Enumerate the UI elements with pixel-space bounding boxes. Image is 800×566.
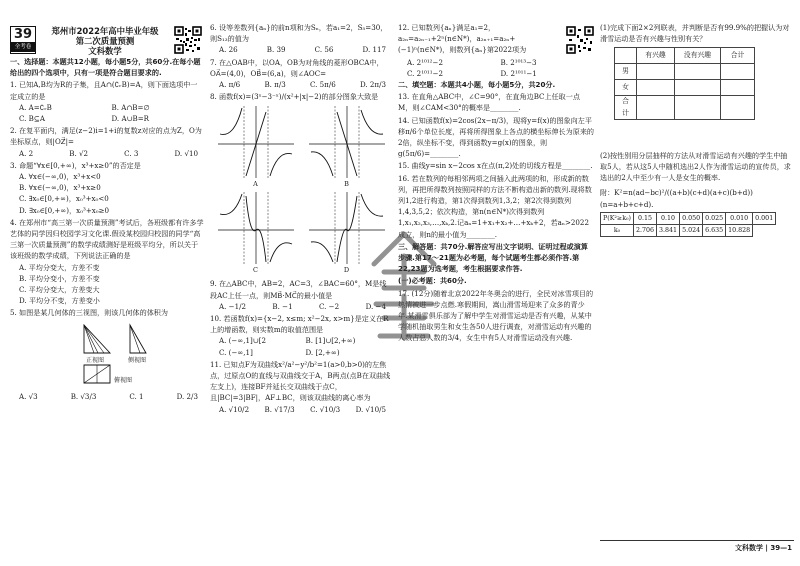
contingency-header-interest: 有兴趣 xyxy=(637,48,675,64)
qr-code-small-icon xyxy=(566,26,594,54)
table-cell xyxy=(637,80,675,96)
q1-option-a: A. A=∁ᵣB xyxy=(19,102,52,112)
question-4-stem: 4. 在郑州市“高三第一次质量预测”考试后，各班级都有许多学艺体的同学因归校园学习文化课.假设某校园归校园的同学“高三第一次质量预测”的数学成绩测好是班级平均分，所以关于该班级的数学成绩，下列说法正确的是 xyxy=(10,217,204,261)
q6-option-b: B. 39 xyxy=(266,45,286,55)
table-cell: k₀ xyxy=(601,225,634,237)
table-cell xyxy=(721,64,755,80)
q2-option-c: C. 3 xyxy=(124,148,139,158)
q6-option-d: D. 117 xyxy=(362,45,386,55)
q5-option-b: B. √3/3 xyxy=(70,391,97,401)
question-6-stem: 6. 设等差数列{aₙ}的前n项和为Sₙ，若a₁=2，S₅=30，则S₁₃的值为 xyxy=(210,23,388,44)
contingency-table xyxy=(614,47,755,119)
q1-option-d: D. A∪B=R xyxy=(111,114,150,124)
q12-option-b: B. 2¹⁰¹³−3 xyxy=(500,57,537,67)
graph-option-c xyxy=(216,190,296,276)
graph-b-label: B xyxy=(344,180,349,189)
question-9-stem: 9. 在△ABC中，AB=2，AC=3，∠BAC=60°，M是线段AC上任一点，则MB⃗·MC⃗的最小值是 xyxy=(210,279,387,300)
exam-title-line3: 文科数学 xyxy=(88,46,122,56)
q5-option-c: C. 1 xyxy=(129,391,144,401)
table-cell xyxy=(675,64,721,80)
table-cell xyxy=(675,80,721,96)
question-2-stem: 2. 在复平面内，满足(z−2)i=1+i的复数z对应的点为Z，O为坐标原点，则|OZ⃗|= xyxy=(10,126,202,147)
q7-option-b: B. π/3 xyxy=(264,80,286,90)
contingency-header-no-interest: 没有兴趣 xyxy=(675,48,721,64)
question-1-options xyxy=(10,102,204,124)
q9-option-a: A. −1/2 xyxy=(219,301,246,311)
column-4 xyxy=(600,22,794,237)
contingency-header-blank xyxy=(615,48,637,64)
question-10-options xyxy=(210,335,392,357)
q1-option-b: B. A∩B=∅ xyxy=(111,102,150,112)
question-1 xyxy=(10,79,204,124)
column-3 xyxy=(398,22,594,345)
q4-option-a: A. 平均分变大，方差不变 xyxy=(19,262,100,272)
question-15: 15. 曲线y=sin x−2cos x在点(π,2)处的切线方程是________. xyxy=(398,161,593,171)
q4-option-b: B. 平均分变小，方差不变 xyxy=(19,273,100,283)
graph-b-plot xyxy=(307,104,387,180)
section-answer-title: 三、解答题：共70分.解答应写出文字说明、证明过程或演算步骤.第17～21题为必考题，每个试题考生都必须作答.第22,23题为选考题，考生根据要求作答. xyxy=(398,241,588,274)
contingency-row-total xyxy=(615,96,755,119)
graph-d-label: D xyxy=(343,266,350,275)
q11-option-b: B. √17/3 xyxy=(264,404,295,414)
question-10-stem: 10. 若函数f(x)={x−2, x≤m; x²−2x, x>m}是定义在R上的增函数，则实数m的取值范围是 xyxy=(210,314,389,335)
question-5-options xyxy=(10,391,204,402)
question-11-stem: 11. 已知点F为双曲线x²/a²−y²/b²=1(a>0,b>0)的左焦点，过原点O的直线与双曲线交于A，B两点(点B在双曲线左支上)，连接BF并延长交双曲线于点C，且|BC|=3|BF|，AF⊥BC，则该双曲线的离心率为 xyxy=(210,359,391,403)
contingency-row-label: 女 xyxy=(615,80,637,96)
table-cell: 5.024 xyxy=(680,225,703,237)
table-cell: 0.010 xyxy=(726,212,753,224)
q17-part1: (1)完成下面2×2列联表，并判断是否有99.9%的把握认为对滑雪运动是否有兴趣与性别有关？ xyxy=(600,23,790,44)
q7-option-d: D. 2π/3 xyxy=(359,80,386,90)
question-7-options xyxy=(210,79,392,90)
table-cell: P(K²≥k₀) xyxy=(601,212,634,224)
q1-option-c: C. B⊆A xyxy=(19,114,45,124)
page-footer: 文科数学 | 39—1 xyxy=(734,544,792,552)
k-squared-formula: 附：K²=n(ad−bc)²/((a+b)(c+d)(a+c)(b+d))(n=a+b+c+d). xyxy=(600,188,753,209)
graph-c-plot xyxy=(216,190,296,266)
table-cell: 3.841 xyxy=(657,225,680,237)
table-cell: 6.635 xyxy=(703,225,726,237)
q9-option-c: C. −2 xyxy=(319,301,340,311)
q2-option-a: A. 2 xyxy=(19,148,34,158)
question-8-stem: 8. 函数f(x)=(3ˣ−3⁻ˣ)/(x²+|x|−2)的部分图象大致是 xyxy=(210,92,379,102)
q2-option-d: D. √10 xyxy=(174,148,198,158)
question-8 xyxy=(210,91,392,276)
graph-option-a xyxy=(216,104,296,190)
q6-option-c: C. 56 xyxy=(314,45,334,55)
q17-part2: (2)按性别用分层抽样的方法从对滑雪运动有兴趣的学生中抽取5人，若从这5人中随机选出2人作为滑雪运动的宣传员，求选出的2人中至少有一人是女生的概率. xyxy=(600,150,791,183)
table-cell xyxy=(675,96,721,119)
table-cell: 0.001 xyxy=(753,212,776,224)
section-fill-title: 二、填空题：本题共4小题，每小题5分，共20分. xyxy=(398,80,556,90)
question-12-options xyxy=(398,57,594,79)
three-view-figure xyxy=(10,321,204,389)
critical-value-table xyxy=(600,212,776,237)
q5-option-d: D. 2/3 xyxy=(176,391,198,401)
table-cell: 10.828 xyxy=(726,225,753,237)
q7-option-a: A. π/6 xyxy=(219,80,241,90)
q12-option-c: C. 2¹⁰¹¹−2 xyxy=(407,68,444,78)
question-1-stem: 1. 已知A,B均为R的子集，且A∩(∁ᵣB)=A，则下面选项中一定成立的是 xyxy=(10,80,198,101)
q10-option-a: A. (−∞,1]∪[2 xyxy=(219,336,267,346)
question-2-options xyxy=(10,148,204,159)
q5-option-a: A. √3 xyxy=(19,391,38,401)
contingency-row-label: 男 xyxy=(615,64,637,80)
question-10 xyxy=(210,313,392,358)
column-2 xyxy=(210,22,392,416)
question-6 xyxy=(210,22,392,56)
qr-code-icon xyxy=(174,26,202,54)
table-cell: 0.10 xyxy=(657,212,680,224)
contingency-row-label: 合计 xyxy=(615,96,637,119)
top-view-label: 俯视图 xyxy=(114,376,133,384)
q4-option-d: D. 平均分不变，方差变小 xyxy=(19,296,100,306)
question-3 xyxy=(10,160,204,216)
graph-option-d xyxy=(307,190,387,276)
graph-a-plot xyxy=(216,104,296,180)
table-cell xyxy=(721,80,755,96)
q4-option-c: C. 平均分变大，方差变大 xyxy=(19,285,100,295)
q12-option-d: D. 2¹⁰¹¹−1 xyxy=(500,68,537,78)
table-cell xyxy=(637,96,675,119)
q3-option-d: D. ∃x₀∈[0,+∞)，x₀³+x₀≥0 xyxy=(19,205,110,215)
question-4 xyxy=(10,217,204,307)
graph-a-label: A xyxy=(253,180,258,189)
table-cell: 0.050 xyxy=(680,212,703,224)
section-choice-title: 一、选择题：本题共12小题，每小题5分，共60分.在每小题给出的四个选项中，只有一项是符合题目要求的. xyxy=(10,57,201,78)
subsection-required-title: (一)必考题：共60分. xyxy=(398,276,467,286)
badge-number: 39 xyxy=(13,27,33,42)
q12-option-a: A. 2¹⁰¹²−2 xyxy=(407,57,443,67)
q3-option-c: C. ∃x₀∈[0,+∞)，x₀³+x₀<0 xyxy=(19,194,109,204)
question-9-options xyxy=(210,301,392,312)
column-1 xyxy=(10,56,204,403)
contingency-header-total: 合计 xyxy=(721,48,755,64)
q11-option-c: C. √10/3 xyxy=(310,404,341,414)
question-12-stem: 12. 已知数列{aₙ}满足a₁=2，a₂ₙ=a₂ₙ₋₁+2ⁿ(n∈N*)，a₂ₙ₊₁=a₂ₙ+(−1)ⁿ(n∈N*)，则数列{aₙ}第2022项为 xyxy=(398,23,527,55)
critical-probability-row xyxy=(601,212,776,224)
contingency-row-female xyxy=(615,80,755,96)
question-16: 16. 若在数列的每相邻两项之间插入此两项的和，形成新的数列，再把所得数列按照同样的方法不断构造出新的数列.现将数列1,2进行构造，第1次得到数列1,3,2；第2次得到数列1,4,3,5,2；依次构造，第n(n∈N*)次得到数列1,x₁,x₂,x₃,…,xₖ,2.记aₙ=1+x₁+x₂+…+xₖ+2，若aₙ>2022成立，则n的最小值为________. xyxy=(398,173,592,239)
question-2 xyxy=(10,125,204,159)
graph-option-b xyxy=(307,104,387,190)
exam-title-line1: 郑州市2022年高中毕业年级 xyxy=(51,26,159,36)
question-3-stem: 3. 命题“∀x∈[0,+∞)，x³+x≥0”的否定是 xyxy=(10,160,141,170)
question-7-stem: 7. 在△OAB中，以OA，OB为对角线的菱形OBCA中，OA⃗=(4,0)，OB⃗=(6,a)，则∠AOC= xyxy=(210,57,384,78)
question-12 xyxy=(398,22,594,56)
question-14: 14. 已知函数f(x)=2cos(2x−π/3)，现将y=f(x)的图象向左平移π/6个单位长度，再将所得图象上各点的横坐标伸长为原来的2倍，纵坐标不变，得到函数y=g(x)的图象，则g(5π/6)=________. xyxy=(398,115,595,159)
table-cell: 0.15 xyxy=(634,212,657,224)
footer-rule xyxy=(600,540,794,541)
q2-option-b: B. √2 xyxy=(69,148,89,158)
question-13: 13. 在直角△ABC中，∠C=90°，在直角边BC上任取一点M，则∠CAM<30°的概率是________. xyxy=(398,92,580,113)
contingency-header-row xyxy=(615,48,755,64)
q10-option-c: C. (−∞,1] xyxy=(219,347,253,357)
exam-title-line2: 第二次质量预测 xyxy=(75,36,135,46)
front-view-label: 正视图 xyxy=(86,356,105,364)
graph-d-plot xyxy=(307,190,387,266)
question-9 xyxy=(210,278,392,312)
q3-option-b: B. ∀x∈(−∞,0)，x³+x≥0 xyxy=(19,183,101,193)
function-graph-options xyxy=(210,104,392,276)
table-cell xyxy=(721,96,755,119)
q10-option-d: D. [2,+∞) xyxy=(305,347,340,357)
q11-option-a: A. √10/2 xyxy=(219,404,250,414)
contingency-row-male xyxy=(615,64,755,80)
question-17: 17. (12分)随着北京2022年冬奥会的进行，全民对冰雪项目的热情被进一步点燃.寒假期间，嵩山滑雪场迎来了众多的青少年.某滑雪俱乐部为了解中学生对滑雪运动是否有兴趣，从某中学随机抽取男生和女生各50人进行调查，对滑雪运动有兴趣的人数占总人数的3/4，女生中有5人对滑雪运动没有兴趣. xyxy=(398,288,594,343)
graph-c-label: C xyxy=(253,266,258,275)
exam-number-badge xyxy=(10,26,36,54)
question-11 xyxy=(210,359,392,415)
q10-option-b: B. [1]∪[2,+∞) xyxy=(305,336,356,346)
three-view-drawing xyxy=(10,321,204,389)
exam-titles xyxy=(40,26,170,56)
critical-value-row xyxy=(601,225,776,237)
question-5-stem: 5. 如图是某几何体的三视图，则该几何体的体积为 xyxy=(10,308,168,318)
exam-header xyxy=(10,26,204,56)
table-cell: 2.706 xyxy=(634,225,657,237)
badge-label: 全考卷 xyxy=(11,42,35,52)
q11-option-d: D. √10/5 xyxy=(355,404,386,414)
table-cell: 0.025 xyxy=(703,212,726,224)
q9-option-b: B. −1 xyxy=(272,301,293,311)
question-11-options xyxy=(210,404,392,415)
table-cell xyxy=(637,64,675,80)
question-6-options xyxy=(210,44,392,55)
q7-option-c: C. 5π/6 xyxy=(309,80,336,90)
question-5 xyxy=(10,307,204,401)
q6-option-a: A. 26 xyxy=(219,45,238,55)
q3-option-a: A. ∀x∈(−∞,0)，x³+x<0 xyxy=(19,172,101,182)
side-view-label: 侧视图 xyxy=(128,356,147,364)
question-7 xyxy=(210,57,392,91)
q9-option-d: D. −4 xyxy=(365,301,386,311)
